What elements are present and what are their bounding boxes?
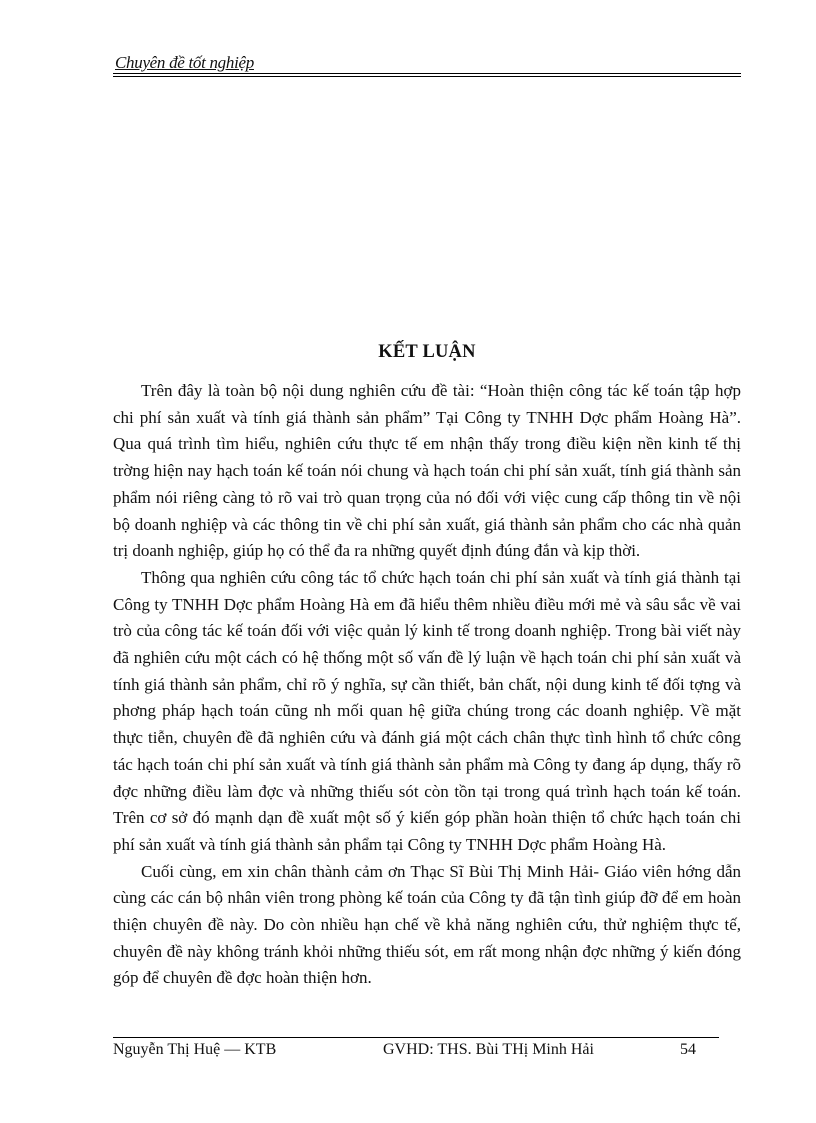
- page-number: 54: [680, 1041, 696, 1058]
- page-footer: [113, 1041, 741, 1063]
- paragraph-2: Thông qua nghiên cứu công tác tổ chức hạch toán chi phí sản xuất và tính giá thành tại Công ty TNHH Dợc phẩm Hoàng Hà em đã hiểu thêm nhiều điều mới mẻ và sâu sắc về vai trò của công tác kế toán đối với việc quản lý kinh tế trong doanh nghiệp. Trong bài viết này đã nghiên cứu một cách có hệ thống một số vấn đề lý luận về hạch toán chi phí sản xuất và tính giá thành sản phẩm, chỉ rõ ý nghĩa, sự cần thiết, bản chất, nội dung kinh tế đối tợng và phơng pháp hạch toán cũng nh mối quan hệ giữa chúng trong các doanh nghiệp. Về mặt thực tiễn, chuyên đề đã nghiên cứu và đánh giá một cách chân thực tình hình tổ chức công tác hạch toán chi phí sản xuất và tính giá thành sản phẩm mà Công ty đang áp dụng, thấy rõ đợc những điều làm đợc và những thiếu sót còn tồn tại trong quá trình hạch toán kế toán. Trên cơ sở đó mạnh dạn đề xuất một số ý kiến góp phần hoàn thiện tổ chức hạch toán chi phí sản xuất và tính giá thành sản phẩm tại Công ty TNHH Dợc phẩm Hoàng Hà.: [113, 567, 741, 854]
- footer-author: Nguyễn Thị Huệ — KTB: [113, 1041, 277, 1058]
- footer-rule: [113, 1037, 719, 1038]
- body-text: [113, 378, 741, 992]
- paragraph-1: Trên đây là toàn bộ nội dung nghiên cứu đề tài: “Hoàn thiện công tác kế toán tập hợp chi phí sản xuất và tính giá thành sản phẩm” Tại Công ty TNHH Dợc phẩm Hoàng Hà”. Qua quá trình tìm hiểu, nghiên cứu thực tế em nhận thấy trong điều kiện nền kinh tế thị trờng hiện nay hạch toán kế toán nói chung và hạch toán chi phí sản xuất, tính giá thành sản phẩm nói riêng càng tỏ rõ vai trò quan trọng của nó đối với việc cung cấp thông tin về nội bộ doanh nghiệp và các thông tin về chi phí sản xuất, giá thành sản phẩm cho các nhà quản trị doanh nghiệp, giúp họ có thể đa ra những quyết định đúng đắn và kịp thời.: [113, 381, 741, 561]
- header-rule: [113, 73, 741, 77]
- header-title: Chuyên đề tốt nghiệp: [115, 53, 254, 72]
- footer-advisor: GVHD: THS. Bùi THị Minh Hải: [383, 1041, 594, 1058]
- paragraph-3: Cuối cùng, em xin chân thành cảm ơn Thạc Sĩ Bùi Thị Minh Hải- Giáo viên hớng dẫn cùng các cán bộ nhân viên trong phòng kế toán của Công ty đã tận tình giúp đỡ để em hoàn thiện chuyên đề này. Do còn nhiều hạn chế về khả năng nghiên cứu, thử nghiệm thực tế, chuyên đề này không tránh khỏi những thiếu sót, em rất mong nhận đợc những ý kiến đóng góp để chuyên đề đợc hoàn thiện hơn.: [113, 861, 741, 988]
- page-header: [113, 53, 741, 77]
- section-title: KẾT LUẬN: [378, 342, 476, 362]
